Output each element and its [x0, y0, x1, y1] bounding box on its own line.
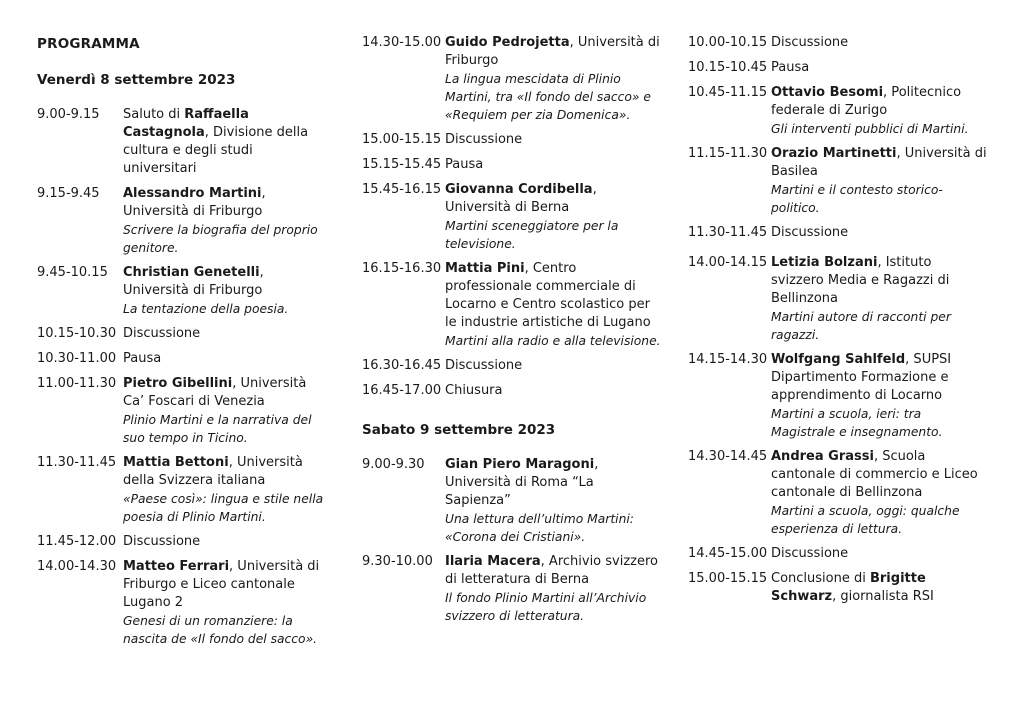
entry-text: Discussione: [771, 546, 849, 561]
entry-time: 14.00-14.30: [37, 559, 117, 574]
entry-body: [123, 375, 327, 447]
entry-body: [445, 181, 662, 253]
speaker-name: Brigitte Schwarz: [771, 571, 926, 604]
speaker-affiliation: , Università di Roma “La Sapienza”: [445, 457, 599, 508]
entry-speaker: [771, 351, 988, 405]
entry-time: 14.30-14.45: [688, 449, 768, 464]
entry-time: 15.00-15.15: [362, 132, 442, 147]
day-heading-saturday: Sabato 9 settembre 2023: [362, 422, 556, 438]
schedule-entry: [362, 260, 662, 350]
schedule-entry: [37, 375, 327, 447]
entry-time: 14.30-15.00: [362, 35, 442, 50]
talk-title: «Paese così»: lingua e stile nella poesia di Plinio Martini.: [123, 492, 324, 524]
schedule-entry: [688, 145, 988, 217]
schedule-entry: [362, 156, 662, 174]
entry-body: [123, 264, 327, 318]
schedule-entry: [688, 84, 988, 138]
entry-time: 11.00-11.30: [37, 376, 117, 391]
entry-speaker: [445, 553, 662, 589]
speaker-name: Raffaella Castagnola: [123, 107, 249, 140]
entry-speaker: [123, 185, 327, 221]
entry-time: 16.45-17.00: [362, 383, 442, 398]
entry-prefix: Saluto di: [123, 107, 185, 122]
entry-body: [445, 156, 662, 174]
entry-body: [445, 456, 662, 546]
entry-body: [771, 145, 988, 217]
entry-speaker: [123, 106, 327, 178]
speaker-name: Letizia Bolzani: [771, 255, 878, 270]
speaker-affiliation: , Università di Berna: [445, 182, 597, 215]
speaker-name: Alessandro Martini: [123, 186, 262, 201]
schedule-entry: [688, 545, 988, 563]
column-3: [688, 36, 988, 606]
entry-speaker: [445, 181, 662, 217]
entry-time: 15.45-16.15: [362, 182, 442, 197]
entry-body: [445, 131, 662, 149]
schedule-entry: [688, 59, 988, 77]
entry-time: 10.30-11.00: [37, 351, 117, 366]
day-heading-friday: Venerdì 8 settembre 2023: [37, 72, 236, 88]
speaker-affiliation: , Università di Friburgo: [123, 265, 264, 298]
schedule-entry: [37, 454, 327, 526]
entry-time: 11.15-11.30: [688, 146, 768, 161]
entry-body: [123, 558, 327, 648]
speaker-affiliation: , Archivio svizzero di letteratura di Berna: [445, 554, 658, 587]
entry-prefix: Conclusione di: [771, 571, 870, 586]
entry-time: 11.30-11.45: [37, 455, 117, 470]
entry-body: [771, 570, 988, 606]
talk-title: Martini a scuola, oggi: qualche esperienza di lettura.: [771, 504, 960, 536]
speaker-affiliation: , Centro professionale commerciale di Locarno e Centro scolastico per le industrie artistiche di Lugano: [445, 261, 651, 330]
schedule-entry: [362, 181, 662, 253]
schedule-entry: [37, 325, 327, 343]
schedule-entry: [362, 357, 662, 375]
speaker-name: Guido Pedrojetta: [445, 35, 570, 50]
speaker-affiliation: , Università di Basilea: [771, 146, 987, 179]
schedule-entry: [688, 224, 988, 242]
schedule-entry: [362, 553, 662, 625]
entry-text: Pausa: [123, 351, 162, 366]
entry-time: 15.15-15.45: [362, 157, 442, 172]
entry-text: Discussione: [771, 35, 849, 50]
speaker-affiliation: , Università della Svizzera italiana: [123, 455, 303, 488]
entry-body: [445, 260, 662, 350]
talk-title: Gli interventi pubblici di Martini.: [771, 122, 969, 136]
entry-time: 16.30-16.45: [362, 358, 442, 373]
entry-body: [123, 533, 327, 551]
speaker-name: Pietro Gibellini: [123, 376, 233, 391]
speaker-name: Gian Piero Maragoni: [445, 457, 595, 472]
program-heading: PROGRAMMA: [37, 36, 140, 52]
schedule-entry: [362, 131, 662, 149]
entry-body: [445, 34, 662, 124]
speaker-name: Christian Genetelli: [123, 265, 260, 280]
entry-speaker: [445, 34, 662, 70]
entry-speaker: [123, 454, 327, 490]
entry-body: [123, 325, 327, 343]
entry-time: 15.00-15.15: [688, 571, 768, 586]
entry-time: 16.15-16.30: [362, 261, 442, 276]
speaker-name: Mattia Bettoni: [123, 455, 229, 470]
entry-body: [445, 382, 662, 400]
entry-body: [123, 454, 327, 526]
entry-time: 9.00-9.30: [362, 457, 425, 472]
speaker-name: Giovanna Cordibella: [445, 182, 593, 197]
schedule-entry: [688, 351, 988, 441]
entry-body: [445, 553, 662, 625]
entry-speaker: [771, 145, 988, 181]
schedule-entry: [37, 350, 327, 368]
entry-body: [771, 545, 988, 563]
speaker-affiliation: , Scuola cantonale di commercio e Liceo cantonale di Bellinzona: [771, 449, 978, 500]
entry-speaker: [445, 456, 662, 510]
entry-body: [771, 34, 988, 52]
speaker-affiliation: , Divisione della cultura e degli studi universitari: [123, 125, 309, 176]
talk-title: Una lettura dell’ultimo Martini: «Corona dei Cristiani».: [445, 512, 634, 544]
schedule-list-friday-morning: [37, 106, 327, 648]
entry-time: 9.30-10.00: [362, 554, 433, 569]
schedule-entry: [688, 254, 988, 344]
entry-time: 10.15-10.45: [688, 60, 768, 75]
entry-time: 14.00-14.15: [688, 255, 768, 270]
schedule-entry: [37, 533, 327, 551]
speaker-affiliation: , Università di Friburgo e Liceo cantonale Lugano 2: [123, 559, 320, 610]
entry-speaker: [445, 260, 662, 332]
schedule-list-friday-afternoon: [362, 34, 662, 400]
column-1: [37, 36, 327, 648]
speaker-affiliation: , Università di Friburgo: [445, 35, 660, 68]
entry-time: 9.15-9.45: [37, 186, 100, 201]
talk-title: La tentazione della poesia.: [123, 302, 289, 316]
schedule-entry: [37, 185, 327, 257]
entry-speaker: [771, 254, 988, 308]
entry-text: Discussione: [445, 358, 523, 373]
talk-title: Martini a scuola, ieri: tra Magistrale e insegnamento.: [771, 407, 943, 439]
schedule-entry: [37, 106, 327, 178]
schedule-entry: [37, 558, 327, 648]
talk-title: Martini e il contesto storico-politico.: [771, 183, 943, 215]
entry-speaker: [123, 375, 327, 411]
speaker-name: Matteo Ferrari: [123, 559, 230, 574]
entry-text: Discussione: [771, 225, 849, 240]
speaker-affiliation: , Istituto svizzero Media e Ragazzi di Bellinzona: [771, 255, 950, 306]
entry-speaker: [771, 448, 988, 502]
entry-time: 11.45-12.00: [37, 534, 117, 549]
entry-time: 10.15-10.30: [37, 326, 117, 341]
entry-time: 9.45-10.15: [37, 265, 108, 280]
speaker-name: Wolfgang Sahlfeld: [771, 352, 906, 367]
speaker-affiliation: , giornalista RSI: [832, 589, 934, 604]
entry-speaker: [123, 558, 327, 612]
speaker-name: Mattia Pini: [445, 261, 525, 276]
entry-body: [123, 185, 327, 257]
entry-body: [771, 254, 988, 344]
entry-body: [771, 351, 988, 441]
schedule-list-saturday-morning: [362, 456, 662, 625]
entry-speaker: [123, 264, 327, 300]
speaker-name: Ilaria Macera: [445, 554, 541, 569]
entry-text: Chiusura: [445, 383, 503, 398]
entry-body: [771, 84, 988, 138]
schedule-entry: [688, 34, 988, 52]
entry-time: 10.00-10.15: [688, 35, 768, 50]
entry-time: 14.45-15.00: [688, 546, 768, 561]
entry-body: [123, 350, 327, 368]
schedule-entry: [37, 264, 327, 318]
speaker-affiliation: , SUPSI Dipartimento Formazione e apprendimento di Locarno: [771, 352, 952, 403]
talk-title: Il fondo Plinio Martini all’Archivio svizzero di letteratura.: [445, 591, 647, 623]
entry-text: Discussione: [123, 326, 201, 341]
entry-time: 11.30-11.45: [688, 225, 768, 240]
entry-time: 9.00-9.15: [37, 107, 100, 122]
column-2: [362, 36, 662, 625]
schedule-entry: [362, 34, 662, 124]
schedule-entry: [688, 570, 988, 606]
speaker-name: Andrea Grassi: [771, 449, 874, 464]
entry-body: [123, 106, 327, 178]
speaker-name: Ottavio Besomi: [771, 85, 884, 100]
entry-text: Pausa: [445, 157, 484, 172]
talk-title: Genesi di un romanziere: la nascita de «Il fondo del sacco».: [123, 614, 318, 646]
speaker-affiliation: , Università Ca’ Foscari di Venezia: [123, 376, 307, 409]
talk-title: Martini alla radio e alla televisione.: [445, 334, 661, 348]
schedule-entry: [688, 448, 988, 538]
talk-title: La lingua mescidata di Plinio Martini, tra «Il fondo del sacco» e «Requiem per zia Domenica».: [445, 72, 651, 122]
entry-speaker: [771, 84, 988, 120]
entry-body: [445, 357, 662, 375]
entry-body: [771, 224, 988, 242]
speaker-name: Orazio Martinetti: [771, 146, 897, 161]
speaker-affiliation: , Università di Friburgo: [123, 186, 266, 219]
schedule-list-saturday: [688, 34, 988, 606]
entry-time: 14.15-14.30: [688, 352, 768, 367]
entry-text: Pausa: [771, 60, 810, 75]
talk-title: Scrivere la biografia del proprio genitore.: [123, 223, 318, 255]
entry-text: Discussione: [123, 534, 201, 549]
entry-body: [771, 448, 988, 538]
talk-title: Martini sceneggiatore per la televisione.: [445, 219, 619, 251]
talk-title: Martini autore di racconti per ragazzi.: [771, 310, 951, 342]
talk-title: Plinio Martini e la narrativa del suo tempo in Ticino.: [123, 413, 312, 445]
speaker-affiliation: , Politecnico federale di Zurigo: [771, 85, 962, 118]
entry-text: Discussione: [445, 132, 523, 147]
schedule-entry: [362, 382, 662, 400]
entry-time: 10.45-11.15: [688, 85, 768, 100]
schedule-entry: [362, 456, 662, 546]
entry-body: [771, 59, 988, 77]
entry-speaker: [771, 570, 988, 606]
